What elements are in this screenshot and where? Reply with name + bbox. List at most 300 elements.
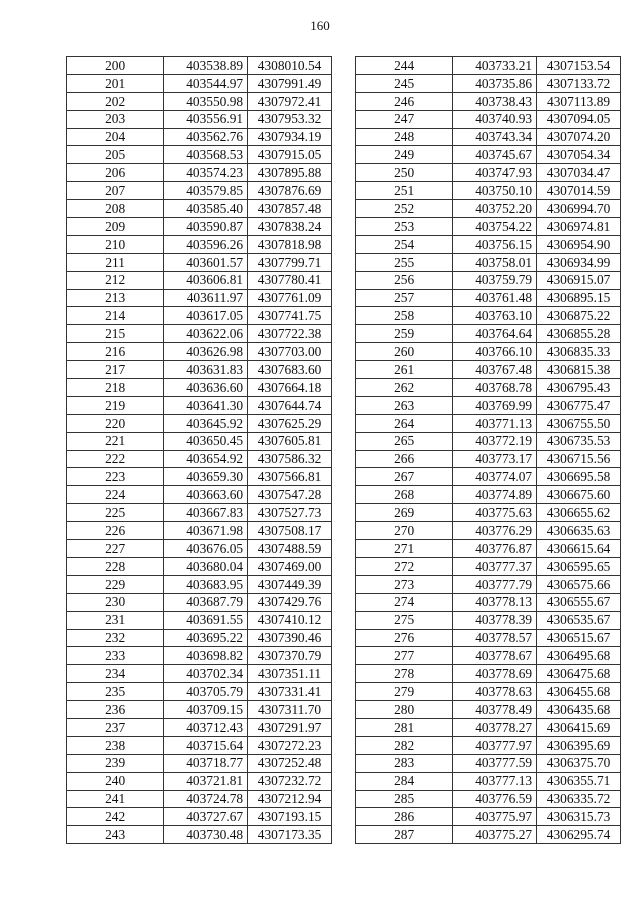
x-coordinate-cell: 403772.19 xyxy=(453,432,537,450)
x-coordinate-cell: 403775.63 xyxy=(453,504,537,522)
table-row xyxy=(356,164,621,182)
x-coordinate-cell: 403671.98 xyxy=(164,522,248,540)
point-number-cell: 283 xyxy=(356,754,453,772)
point-number-cell: 246 xyxy=(356,92,453,110)
y-coordinate-cell: 4307390.46 xyxy=(248,629,332,647)
y-coordinate-cell: 4307351.11 xyxy=(248,665,332,683)
y-coordinate-cell: 4307212.94 xyxy=(248,790,332,808)
y-coordinate-cell: 4307644.74 xyxy=(248,396,332,414)
y-coordinate-cell: 4307291.97 xyxy=(248,718,332,736)
table-row xyxy=(356,790,621,808)
point-number-cell: 240 xyxy=(67,772,164,790)
table-row xyxy=(67,790,332,808)
x-coordinate-cell: 403695.22 xyxy=(164,629,248,647)
x-coordinate-cell: 403617.05 xyxy=(164,307,248,325)
y-coordinate-cell: 4306655.62 xyxy=(537,504,621,522)
x-coordinate-cell: 403758.01 xyxy=(453,253,537,271)
x-coordinate-cell: 403776.59 xyxy=(453,790,537,808)
point-number-cell: 226 xyxy=(67,522,164,540)
y-coordinate-cell: 4306735.53 xyxy=(537,432,621,450)
point-number-cell: 225 xyxy=(67,504,164,522)
x-coordinate-cell: 403590.87 xyxy=(164,218,248,236)
table-row xyxy=(67,218,332,236)
x-coordinate-cell: 403626.98 xyxy=(164,343,248,361)
x-coordinate-cell: 403636.60 xyxy=(164,379,248,397)
table-row xyxy=(67,486,332,504)
y-coordinate-cell: 4306455.68 xyxy=(537,683,621,701)
point-number-cell: 243 xyxy=(67,826,164,844)
point-number-cell: 201 xyxy=(67,74,164,92)
table-row xyxy=(67,826,332,844)
x-coordinate-cell: 403763.10 xyxy=(453,307,537,325)
table-row xyxy=(67,647,332,665)
y-coordinate-cell: 4307799.71 xyxy=(248,253,332,271)
x-coordinate-cell: 403698.82 xyxy=(164,647,248,665)
x-coordinate-cell: 403735.86 xyxy=(453,74,537,92)
table-row xyxy=(356,74,621,92)
y-coordinate-cell: 4306974.81 xyxy=(537,218,621,236)
y-coordinate-cell: 4307054.34 xyxy=(537,146,621,164)
table-row xyxy=(67,110,332,128)
x-coordinate-cell: 403778.67 xyxy=(453,647,537,665)
x-coordinate-cell: 403764.64 xyxy=(453,325,537,343)
x-coordinate-cell: 403743.34 xyxy=(453,128,537,146)
y-coordinate-cell: 4306815.38 xyxy=(537,361,621,379)
table-row xyxy=(67,396,332,414)
x-coordinate-cell: 403631.83 xyxy=(164,361,248,379)
table-row xyxy=(67,200,332,218)
point-number-cell: 210 xyxy=(67,235,164,253)
x-coordinate-cell: 403778.13 xyxy=(453,593,537,611)
y-coordinate-cell: 4307818.98 xyxy=(248,235,332,253)
y-coordinate-cell: 4306595.65 xyxy=(537,557,621,575)
table-row xyxy=(67,504,332,522)
x-coordinate-cell: 403767.48 xyxy=(453,361,537,379)
y-coordinate-cell: 4306435.68 xyxy=(537,701,621,719)
point-number-cell: 247 xyxy=(356,110,453,128)
point-number-cell: 270 xyxy=(356,522,453,540)
point-number-cell: 242 xyxy=(67,808,164,826)
y-coordinate-cell: 4306555.67 xyxy=(537,593,621,611)
point-number-cell: 271 xyxy=(356,540,453,558)
point-number-cell: 279 xyxy=(356,683,453,701)
point-number-cell: 212 xyxy=(67,271,164,289)
y-coordinate-cell: 4307838.24 xyxy=(248,218,332,236)
table-row xyxy=(356,736,621,754)
point-number-cell: 222 xyxy=(67,450,164,468)
table-row xyxy=(356,396,621,414)
x-coordinate-cell: 403724.78 xyxy=(164,790,248,808)
table-row xyxy=(356,307,621,325)
y-coordinate-cell: 4306895.15 xyxy=(537,289,621,307)
point-number-cell: 262 xyxy=(356,379,453,397)
table-row xyxy=(67,611,332,629)
table-row xyxy=(67,74,332,92)
y-coordinate-cell: 4307252.48 xyxy=(248,754,332,772)
point-number-cell: 214 xyxy=(67,307,164,325)
point-number-cell: 249 xyxy=(356,146,453,164)
x-coordinate-cell: 403550.98 xyxy=(164,92,248,110)
table-row xyxy=(67,522,332,540)
table-row xyxy=(356,361,621,379)
y-coordinate-cell: 4307173.35 xyxy=(248,826,332,844)
y-coordinate-cell: 4306695.58 xyxy=(537,468,621,486)
table-row xyxy=(356,754,621,772)
table-row xyxy=(356,450,621,468)
point-number-cell: 229 xyxy=(67,575,164,593)
table-row xyxy=(356,253,621,271)
y-coordinate-cell: 4306395.69 xyxy=(537,736,621,754)
table-row xyxy=(67,325,332,343)
table-row xyxy=(356,289,621,307)
y-coordinate-cell: 4306575.66 xyxy=(537,575,621,593)
y-coordinate-cell: 4307876.69 xyxy=(248,182,332,200)
x-coordinate-cell: 403562.76 xyxy=(164,128,248,146)
y-coordinate-cell: 4307605.81 xyxy=(248,432,332,450)
y-coordinate-cell: 4306795.43 xyxy=(537,379,621,397)
table-row xyxy=(356,468,621,486)
point-number-cell: 211 xyxy=(67,253,164,271)
x-coordinate-cell: 403641.30 xyxy=(164,396,248,414)
point-number-cell: 216 xyxy=(67,343,164,361)
x-coordinate-cell: 403622.06 xyxy=(164,325,248,343)
table-row xyxy=(67,92,332,110)
x-coordinate-cell: 403775.97 xyxy=(453,808,537,826)
table-row xyxy=(356,57,621,75)
y-coordinate-cell: 4306635.63 xyxy=(537,522,621,540)
point-number-cell: 241 xyxy=(67,790,164,808)
y-coordinate-cell: 4306775.47 xyxy=(537,396,621,414)
y-coordinate-cell: 4306535.67 xyxy=(537,611,621,629)
table-row xyxy=(67,593,332,611)
x-coordinate-cell: 403768.78 xyxy=(453,379,537,397)
x-coordinate-cell: 403650.45 xyxy=(164,432,248,450)
y-coordinate-cell: 4307953.32 xyxy=(248,110,332,128)
x-coordinate-cell: 403769.99 xyxy=(453,396,537,414)
table-row xyxy=(67,629,332,647)
table-row xyxy=(356,683,621,701)
point-number-cell: 202 xyxy=(67,92,164,110)
table-row xyxy=(67,468,332,486)
point-number-cell: 265 xyxy=(356,432,453,450)
y-coordinate-cell: 4307034.47 xyxy=(537,164,621,182)
y-coordinate-cell: 4307780.41 xyxy=(248,271,332,289)
x-coordinate-cell: 403777.37 xyxy=(453,557,537,575)
x-coordinate-cell: 403702.34 xyxy=(164,665,248,683)
x-coordinate-cell: 403645.92 xyxy=(164,414,248,432)
table-row xyxy=(67,736,332,754)
table-row xyxy=(356,414,621,432)
point-number-cell: 231 xyxy=(67,611,164,629)
x-coordinate-cell: 403705.79 xyxy=(164,683,248,701)
point-number-cell: 237 xyxy=(67,718,164,736)
x-coordinate-cell: 403544.97 xyxy=(164,74,248,92)
y-coordinate-cell: 4307722.38 xyxy=(248,325,332,343)
table-row xyxy=(356,92,621,110)
x-coordinate-cell: 403774.07 xyxy=(453,468,537,486)
y-coordinate-cell: 4307895.88 xyxy=(248,164,332,182)
point-number-cell: 224 xyxy=(67,486,164,504)
x-coordinate-cell: 403574.23 xyxy=(164,164,248,182)
x-coordinate-cell: 403776.29 xyxy=(453,522,537,540)
point-number-cell: 200 xyxy=(67,57,164,75)
table-row xyxy=(356,540,621,558)
point-number-cell: 276 xyxy=(356,629,453,647)
x-coordinate-cell: 403709.15 xyxy=(164,701,248,719)
table-row xyxy=(67,718,332,736)
y-coordinate-cell: 4307991.49 xyxy=(248,74,332,92)
table-row xyxy=(356,110,621,128)
point-number-cell: 281 xyxy=(356,718,453,736)
y-coordinate-cell: 4306515.67 xyxy=(537,629,621,647)
table-row xyxy=(356,146,621,164)
y-coordinate-cell: 4306675.60 xyxy=(537,486,621,504)
y-coordinate-cell: 4307193.15 xyxy=(248,808,332,826)
y-coordinate-cell: 4307508.17 xyxy=(248,522,332,540)
table-row xyxy=(67,343,332,361)
table-row xyxy=(67,701,332,719)
point-number-cell: 215 xyxy=(67,325,164,343)
y-coordinate-cell: 4307972.41 xyxy=(248,92,332,110)
x-coordinate-cell: 403556.91 xyxy=(164,110,248,128)
x-coordinate-cell: 403754.22 xyxy=(453,218,537,236)
x-coordinate-cell: 403778.49 xyxy=(453,701,537,719)
point-number-cell: 204 xyxy=(67,128,164,146)
x-coordinate-cell: 403777.97 xyxy=(453,736,537,754)
point-number-cell: 264 xyxy=(356,414,453,432)
table-row xyxy=(67,754,332,772)
x-coordinate-cell: 403579.85 xyxy=(164,182,248,200)
y-coordinate-cell: 4306375.70 xyxy=(537,754,621,772)
x-coordinate-cell: 403740.93 xyxy=(453,110,537,128)
table-row xyxy=(356,808,621,826)
y-coordinate-cell: 4307703.00 xyxy=(248,343,332,361)
table-row xyxy=(356,522,621,540)
y-coordinate-cell: 4306335.72 xyxy=(537,790,621,808)
point-number-cell: 266 xyxy=(356,450,453,468)
table-row xyxy=(356,343,621,361)
table-row xyxy=(67,540,332,558)
x-coordinate-cell: 403777.59 xyxy=(453,754,537,772)
x-coordinate-cell: 403776.87 xyxy=(453,540,537,558)
y-coordinate-cell: 4306835.33 xyxy=(537,343,621,361)
y-coordinate-cell: 4307586.32 xyxy=(248,450,332,468)
y-coordinate-cell: 4307272.23 xyxy=(248,736,332,754)
point-number-cell: 203 xyxy=(67,110,164,128)
table-row xyxy=(356,379,621,397)
x-coordinate-cell: 403766.10 xyxy=(453,343,537,361)
y-coordinate-cell: 4307566.81 xyxy=(248,468,332,486)
point-number-cell: 280 xyxy=(356,701,453,719)
x-coordinate-cell: 403654.92 xyxy=(164,450,248,468)
point-number-cell: 277 xyxy=(356,647,453,665)
point-number-cell: 205 xyxy=(67,146,164,164)
y-coordinate-cell: 4306994.70 xyxy=(537,200,621,218)
x-coordinate-cell: 403778.69 xyxy=(453,665,537,683)
x-coordinate-cell: 403775.27 xyxy=(453,826,537,844)
point-number-cell: 255 xyxy=(356,253,453,271)
page-number: 160 xyxy=(310,18,330,33)
y-coordinate-cell: 4307232.72 xyxy=(248,772,332,790)
x-coordinate-cell: 403738.43 xyxy=(453,92,537,110)
table-row xyxy=(67,307,332,325)
point-number-cell: 261 xyxy=(356,361,453,379)
x-coordinate-cell: 403733.21 xyxy=(453,57,537,75)
x-coordinate-cell: 403606.81 xyxy=(164,271,248,289)
table-row xyxy=(356,325,621,343)
point-number-cell: 218 xyxy=(67,379,164,397)
table-row xyxy=(67,235,332,253)
y-coordinate-cell: 4307133.72 xyxy=(537,74,621,92)
y-coordinate-cell: 4307429.76 xyxy=(248,593,332,611)
table-row xyxy=(356,128,621,146)
point-number-cell: 221 xyxy=(67,432,164,450)
x-coordinate-cell: 403718.77 xyxy=(164,754,248,772)
point-number-cell: 220 xyxy=(67,414,164,432)
point-number-cell: 213 xyxy=(67,289,164,307)
y-coordinate-cell: 4306715.56 xyxy=(537,450,621,468)
y-coordinate-cell: 4307113.89 xyxy=(537,92,621,110)
y-coordinate-cell: 4306915.07 xyxy=(537,271,621,289)
point-number-cell: 250 xyxy=(356,164,453,182)
x-coordinate-cell: 403777.79 xyxy=(453,575,537,593)
table-row xyxy=(356,182,621,200)
table-row xyxy=(356,772,621,790)
y-coordinate-cell: 4306934.99 xyxy=(537,253,621,271)
point-number-cell: 273 xyxy=(356,575,453,593)
y-coordinate-cell: 4308010.54 xyxy=(248,57,332,75)
x-coordinate-cell: 403745.67 xyxy=(453,146,537,164)
point-number-cell: 260 xyxy=(356,343,453,361)
point-number-cell: 267 xyxy=(356,468,453,486)
y-coordinate-cell: 4307527.73 xyxy=(248,504,332,522)
y-coordinate-cell: 4307449.39 xyxy=(248,575,332,593)
y-coordinate-cell: 4306295.74 xyxy=(537,826,621,844)
y-coordinate-cell: 4306475.68 xyxy=(537,665,621,683)
table-row xyxy=(356,701,621,719)
point-number-cell: 253 xyxy=(356,218,453,236)
x-coordinate-cell: 403747.93 xyxy=(453,164,537,182)
table-row xyxy=(67,575,332,593)
point-number-cell: 238 xyxy=(67,736,164,754)
table-row xyxy=(67,683,332,701)
point-number-cell: 278 xyxy=(356,665,453,683)
point-number-cell: 287 xyxy=(356,826,453,844)
table-row xyxy=(67,557,332,575)
x-coordinate-cell: 403601.57 xyxy=(164,253,248,271)
x-coordinate-cell: 403730.48 xyxy=(164,826,248,844)
table-row xyxy=(67,289,332,307)
point-number-cell: 232 xyxy=(67,629,164,647)
point-number-cell: 268 xyxy=(356,486,453,504)
table-row xyxy=(356,665,621,683)
table-row xyxy=(67,128,332,146)
y-coordinate-cell: 4306615.64 xyxy=(537,540,621,558)
x-coordinate-cell: 403727.67 xyxy=(164,808,248,826)
x-coordinate-cell: 403761.48 xyxy=(453,289,537,307)
point-number-cell: 209 xyxy=(67,218,164,236)
x-coordinate-cell: 403752.20 xyxy=(453,200,537,218)
x-coordinate-cell: 403715.64 xyxy=(164,736,248,754)
x-coordinate-cell: 403756.15 xyxy=(453,235,537,253)
table-row xyxy=(67,665,332,683)
x-coordinate-cell: 403750.10 xyxy=(453,182,537,200)
point-number-cell: 254 xyxy=(356,235,453,253)
y-coordinate-cell: 4307915.05 xyxy=(248,146,332,164)
y-coordinate-cell: 4307741.75 xyxy=(248,307,332,325)
table-row xyxy=(356,486,621,504)
table-row xyxy=(67,57,332,75)
y-coordinate-cell: 4307331.41 xyxy=(248,683,332,701)
point-number-cell: 251 xyxy=(356,182,453,200)
y-coordinate-cell: 4306495.68 xyxy=(537,647,621,665)
x-coordinate-cell: 403663.60 xyxy=(164,486,248,504)
y-coordinate-cell: 4306315.73 xyxy=(537,808,621,826)
x-coordinate-cell: 403712.43 xyxy=(164,718,248,736)
point-number-cell: 248 xyxy=(356,128,453,146)
y-coordinate-cell: 4306875.22 xyxy=(537,307,621,325)
table-row xyxy=(67,379,332,397)
x-coordinate-cell: 403759.79 xyxy=(453,271,537,289)
point-number-cell: 259 xyxy=(356,325,453,343)
x-coordinate-cell: 403667.83 xyxy=(164,504,248,522)
point-number-cell: 228 xyxy=(67,557,164,575)
table-row xyxy=(67,182,332,200)
table-row xyxy=(67,432,332,450)
table-row xyxy=(67,772,332,790)
table-row xyxy=(356,200,621,218)
table-row xyxy=(356,271,621,289)
x-coordinate-cell: 403596.26 xyxy=(164,235,248,253)
y-coordinate-cell: 4307488.59 xyxy=(248,540,332,558)
point-number-cell: 284 xyxy=(356,772,453,790)
x-coordinate-cell: 403778.57 xyxy=(453,629,537,647)
point-number-cell: 233 xyxy=(67,647,164,665)
coordinates-table-left xyxy=(66,56,332,844)
point-number-cell: 274 xyxy=(356,593,453,611)
x-coordinate-cell: 403676.05 xyxy=(164,540,248,558)
table-row xyxy=(356,611,621,629)
y-coordinate-cell: 4307547.28 xyxy=(248,486,332,504)
point-number-cell: 245 xyxy=(356,74,453,92)
y-coordinate-cell: 4307014.59 xyxy=(537,182,621,200)
table-row xyxy=(67,450,332,468)
y-coordinate-cell: 4307625.29 xyxy=(248,414,332,432)
y-coordinate-cell: 4306415.69 xyxy=(537,718,621,736)
coordinates-table-right xyxy=(355,56,621,844)
y-coordinate-cell: 4306855.28 xyxy=(537,325,621,343)
y-coordinate-cell: 4307664.18 xyxy=(248,379,332,397)
point-number-cell: 286 xyxy=(356,808,453,826)
point-number-cell: 217 xyxy=(67,361,164,379)
point-number-cell: 219 xyxy=(67,396,164,414)
point-number-cell: 269 xyxy=(356,504,453,522)
x-coordinate-cell: 403683.95 xyxy=(164,575,248,593)
y-coordinate-cell: 4307761.09 xyxy=(248,289,332,307)
x-coordinate-cell: 403778.39 xyxy=(453,611,537,629)
y-coordinate-cell: 4307153.54 xyxy=(537,57,621,75)
y-coordinate-cell: 4307857.48 xyxy=(248,200,332,218)
table-row xyxy=(356,432,621,450)
table-row xyxy=(67,361,332,379)
table-row xyxy=(356,647,621,665)
point-number-cell: 282 xyxy=(356,736,453,754)
x-coordinate-cell: 403774.89 xyxy=(453,486,537,504)
x-coordinate-cell: 403659.30 xyxy=(164,468,248,486)
point-number-cell: 252 xyxy=(356,200,453,218)
point-number-cell: 263 xyxy=(356,396,453,414)
x-coordinate-cell: 403777.13 xyxy=(453,772,537,790)
